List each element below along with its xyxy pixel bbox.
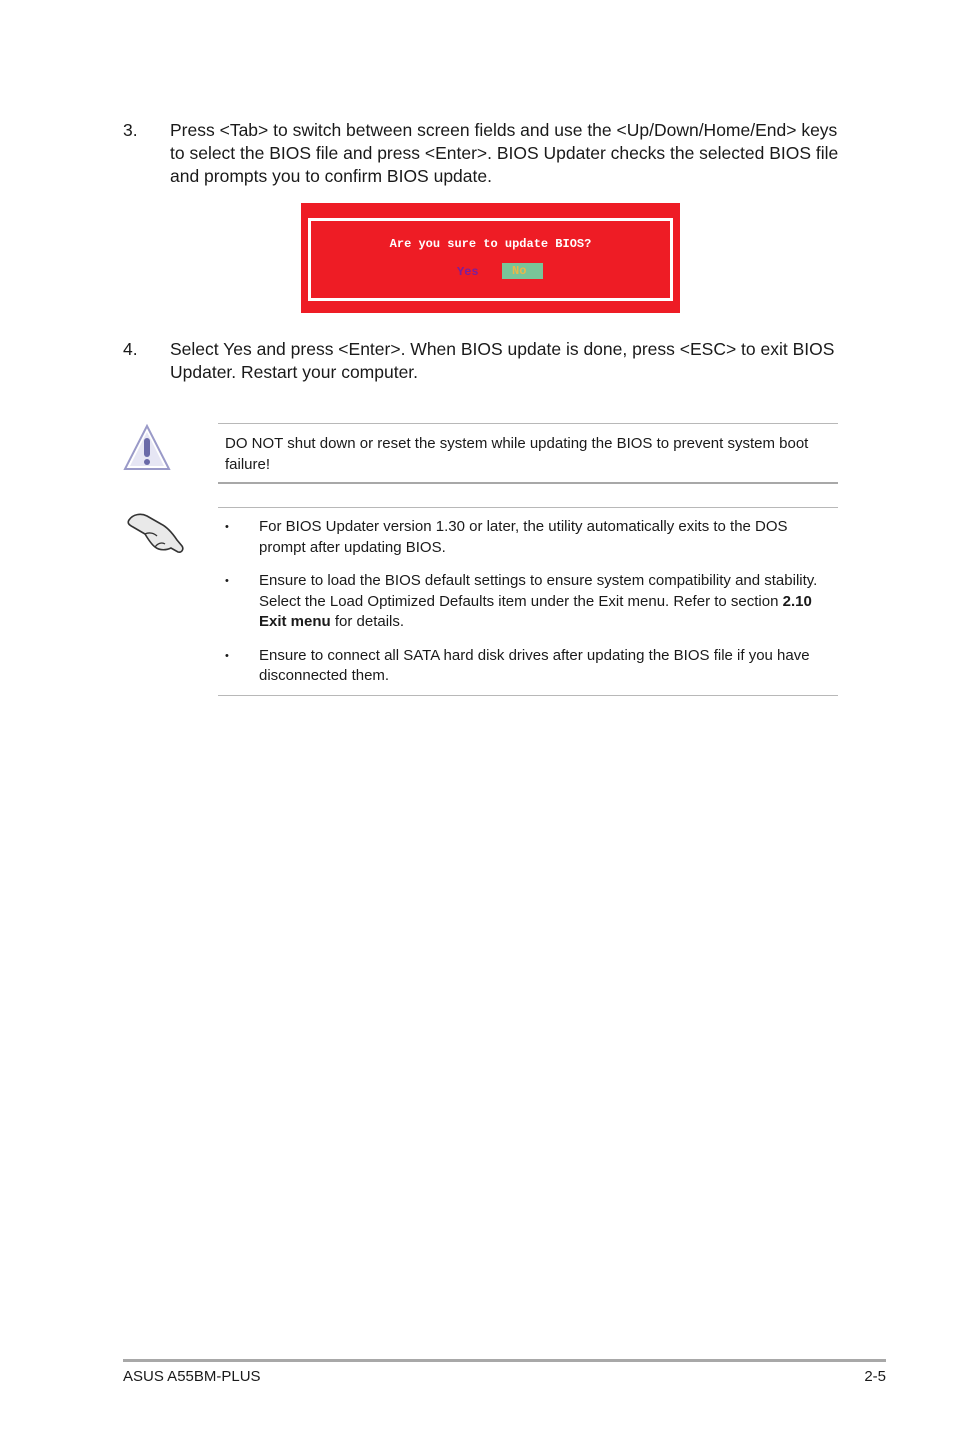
step-text: Select Yes and press <Enter>. When BIOS update is done, press <ESC> to exit BIOS Updater. Restart your computer. <box>170 339 835 382</box>
note-text: For BIOS Updater version 1.30 or later, the utility automatically exits to the DOS prompt after updating BIOS. <box>259 518 788 556</box>
pointing-hand-icon <box>127 510 185 561</box>
notes-bottom-rule <box>218 695 838 696</box>
step-number: 4. <box>123 339 138 359</box>
step-4 <box>123 338 843 384</box>
note-text: for details. <box>330 613 405 630</box>
notes-top-rule <box>218 507 838 508</box>
note-item: • Ensure to load the BIOS default settings to ensure system compatibility and stability. Select the Load Optimized Defaults item under the Exit menu. Refer to section 2.10 Exit menu for details. <box>225 572 818 630</box>
section-reference: 2.10 Exit menu <box>259 592 812 630</box>
note-item: • For BIOS Updater version 1.30 or later, the utility automatically exits to the DOS prompt after updating BIOS. <box>225 518 788 556</box>
yes-button[interactable]: Yes <box>457 265 479 279</box>
step-text: Press <Tab> to switch between screen fields and use the <Up/Down/Home/End> keys to select the BIOS file and press <Enter>. BIOS Updater checks the selected BIOS file and prompts you to confirm BIOS update. <box>170 120 839 186</box>
step-3 <box>123 119 843 188</box>
dialog-frame <box>308 218 673 301</box>
note-text: Ensure to connect all SATA hard disk drives after updating the BIOS file if you have disconnected them. <box>259 646 810 684</box>
dialog-question: Are you sure to update BIOS? <box>389 237 592 251</box>
footer-rule <box>123 1359 886 1362</box>
page-number: 2-5 <box>864 1368 886 1385</box>
footer-product-name: ASUS A55BM-PLUS <box>123 1368 261 1385</box>
caution-top-rule <box>218 423 838 424</box>
step-number: 3. <box>123 120 138 140</box>
note-text: Ensure to load the BIOS default settings to ensure system compatibility and stability. Select the Load Optimized Defaults item under the Exit menu. Refer to section <box>259 572 818 610</box>
warning-triangle-icon <box>122 423 172 478</box>
no-button[interactable]: No <box>502 263 543 279</box>
notes-list <box>225 517 830 700</box>
caution-text: DO NOT shut down or reset the system while updating the BIOS to prevent system boot failure! <box>225 435 809 473</box>
note-item: • Ensure to connect all SATA hard disk drives after updating the BIOS file if you have disconnected them. <box>225 646 810 684</box>
caution-bottom-rule <box>218 482 838 484</box>
bios-update-confirm-dialog <box>301 203 680 313</box>
